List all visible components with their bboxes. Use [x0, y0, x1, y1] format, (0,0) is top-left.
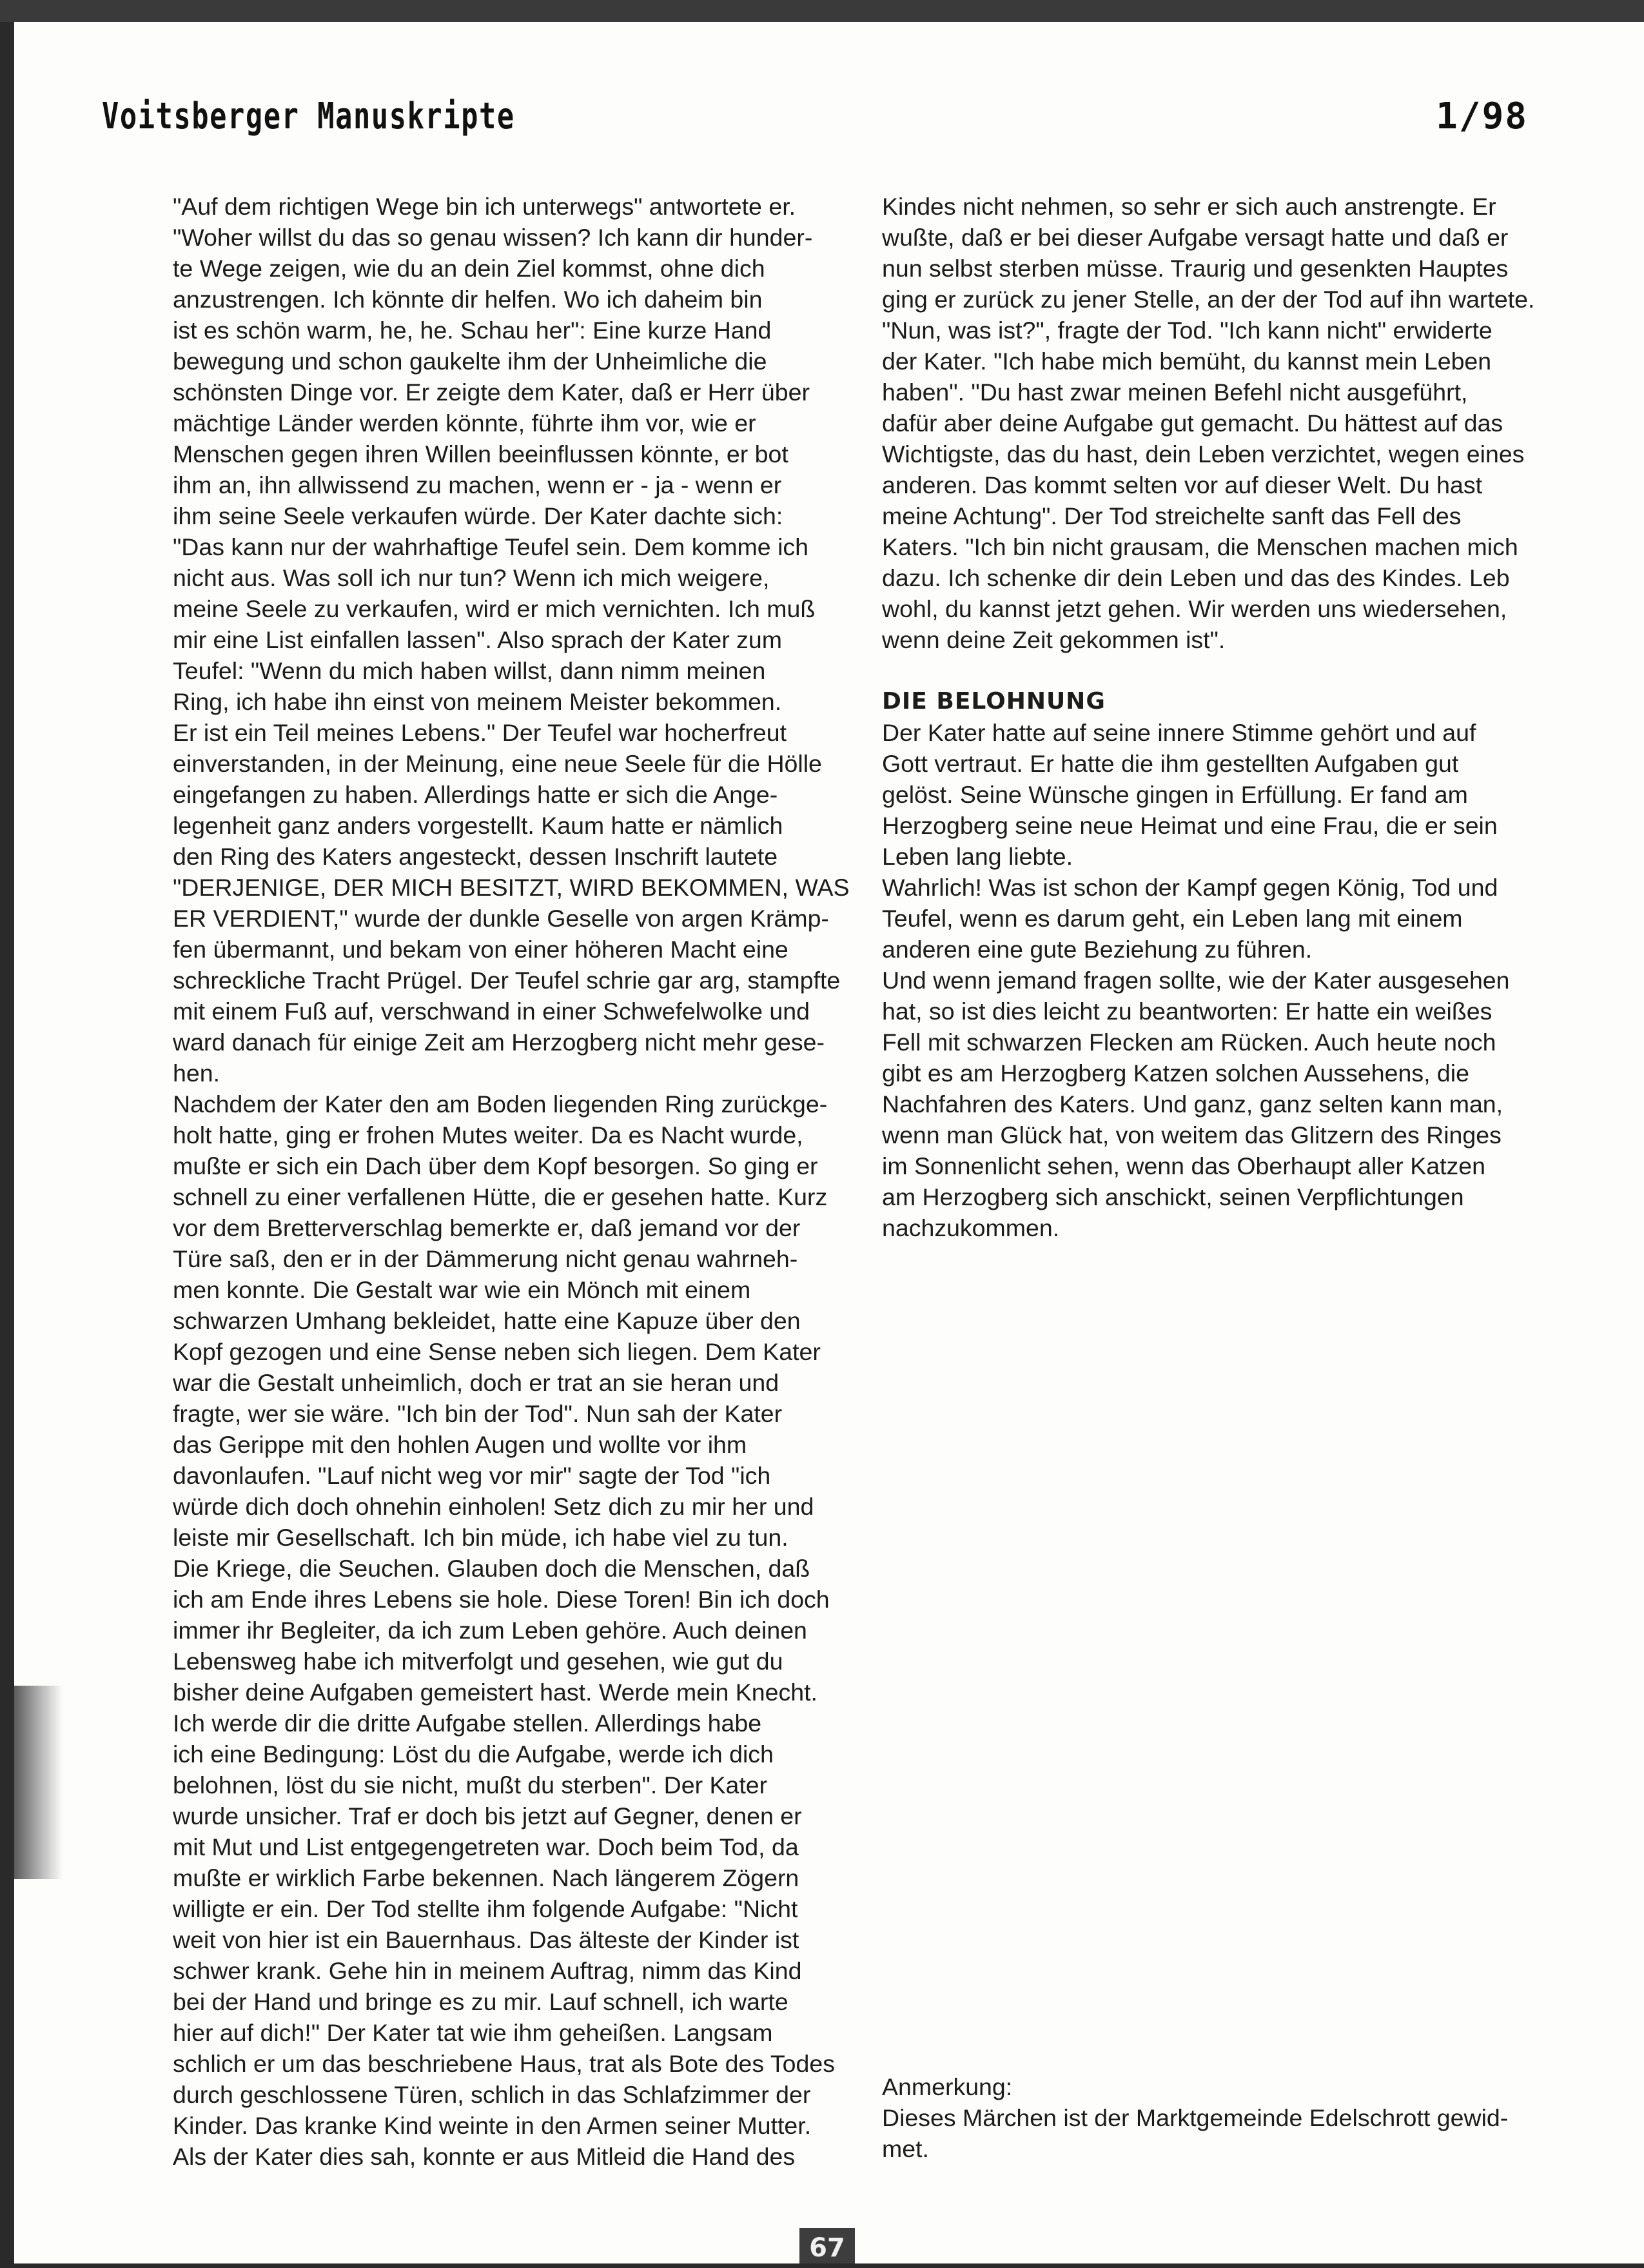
text-line: Kopf gezogen und eine Sense neben sich liegen. Dem Kater	[173, 1338, 821, 1365]
text-line: gelöst. Seine Wünsche gingen in Erfüllung. Er fand am	[882, 781, 1468, 808]
text-line: "Das kann nur der wahrhaftige Teufel sein. Dem komme ich	[173, 533, 809, 560]
text-line: ich am Ende ihres Lebens sie hole. Diese Toren! Bin ich doch	[173, 1586, 830, 1613]
text-line: ward danach für einige Zeit am Herzogberg nicht mehr gese-	[173, 1029, 825, 1056]
text-line: mit einem Fuß auf, verschwand in einer Schwefelwolke und	[173, 998, 810, 1025]
text-line: Kindes nicht nehmen, so sehr er sich auch anstrengte. Er	[882, 193, 1496, 220]
text-line: Nachdem der Kater den am Boden liegenden Ring zurückge-	[173, 1090, 828, 1118]
binding-shadow	[14, 1686, 63, 1879]
text-line: Nachfahren des Katers. Und ganz, ganz selten kann man,	[882, 1090, 1503, 1118]
text-line: "Nun, was ist?", fragte der Tod. "Ich kann nicht" erwiderte	[882, 317, 1492, 344]
text-line: den Ring des Katers angesteckt, dessen Inschrift lautete	[173, 843, 778, 870]
section-heading: DIE BELOHNUNG	[882, 688, 1106, 715]
text-line: Ring, ich habe ihn einst von meinem Meister bekommen.	[173, 688, 782, 715]
text-line: bewegung und schon gaukelte ihm der Unheimliche die	[173, 348, 767, 375]
text-line: "Auf dem richtigen Wege bin ich unterwegs" antwortete er.	[173, 193, 796, 220]
right-column-paragraph	[882, 191, 1533, 655]
text-line: schwer krank. Gehe hin in meinem Auftrag, nimm das Kind	[173, 1957, 802, 1984]
text-line: hen.	[173, 1060, 220, 1087]
text-line: belohnen, löst du sie nicht, mußt du sterben". Der Kater	[173, 1771, 768, 1799]
footnote	[882, 2071, 1533, 2164]
text-line: nachzukommen.	[882, 1214, 1060, 1241]
text-line: willigte er ein. Der Tod stellte ihm folgende Aufgabe: "Nicht	[173, 1895, 798, 1922]
text-line: anderen eine gute Beziehung zu führen.	[882, 936, 1313, 963]
footnote-label: Anmerkung:	[882, 2073, 1013, 2100]
text-line: fen übermannt, und bekam von einer höheren Macht eine	[173, 936, 788, 963]
text-line: ihm seine Seele verkaufen würde. Der Kater dachte sich:	[173, 502, 783, 529]
text-line: schönsten Dinge vor. Er zeigte dem Kater, daß er Herr über	[173, 379, 810, 406]
text-line: Fell mit schwarzen Flecken am Rücken. Auch heute noch	[882, 1029, 1496, 1056]
text-line: Leben lang liebte.	[882, 843, 1073, 870]
text-line: Herzogberg seine neue Heimat und eine Frau, die er sein	[882, 812, 1498, 839]
text-line: ER VERDIENT," wurde der dunkle Geselle von argen Krämp-	[173, 905, 829, 932]
text-line: das Gerippe mit den hohlen Augen und wollte vor ihm	[173, 1431, 747, 1458]
text-line: ist es schön warm, he, he. Schau her": Eine kurze Hand	[173, 317, 772, 344]
text-line: mächtige Länder werden könnte, führte ihm vor, wie er	[173, 409, 756, 437]
text-line: ihm an, ihn allwissend zu machen, wenn er - ja - wenn er	[173, 471, 782, 498]
text-line: am Herzogberg sich anschickt, seinen Verpflichtungen	[882, 1183, 1464, 1210]
text-line: im Sonnenlicht sehen, wenn das Oberhaupt aller Katzen	[882, 1152, 1485, 1179]
text-line: holt hatte, ging er frohen Mutes weiter. Da es Nacht wurde,	[173, 1121, 803, 1149]
text-line: bisher deine Aufgaben gemeistert hast. Werde mein Knecht.	[173, 1679, 817, 1706]
text-line: men konnte. Die Gestalt war wie ein Mönch mit einem	[173, 1276, 751, 1303]
text-line: gibt es am Herzogberg Katzen solchen Aussehens, die	[882, 1060, 1469, 1087]
text-line: nicht aus. Was soll ich nur tun? Wenn ich mich weigere,	[173, 564, 770, 591]
text-line: Teufel, wenn es darum geht, ein Leben lang mit einem	[882, 905, 1463, 932]
text-line: Gott vertraut. Er hatte die ihm gestellten Aufgaben gut	[882, 750, 1459, 777]
text-line: ging er zurück zu jener Stelle, an der der Tod auf ihn wartete.	[882, 286, 1535, 313]
text-line: Menschen gegen ihren Willen beeinflussen könnte, er bot	[173, 440, 788, 468]
text-line: mußte er sich ein Dach über dem Kopf besorgen. So ging er	[173, 1152, 818, 1179]
footnote-text	[882, 2102, 1533, 2164]
text-line: leiste mir Gesellschaft. Ich bin müde, ich habe viel zu tun.	[173, 1524, 788, 1551]
text-line: "DERJENIGE, DER MICH BESITZT, WIRD BEKOMMEN, WAS	[173, 874, 850, 901]
text-line: Die Kriege, die Seuchen. Glauben doch die Menschen, daß	[173, 1555, 810, 1582]
text-line: Der Kater hatte auf seine innere Stimme gehört und auf	[882, 719, 1476, 746]
text-line: Als der Kater dies sah, konnte er aus Mitleid die Hand des	[173, 2143, 796, 2170]
text-line: würde dich doch ohnehin einholen! Setz dich zu mir her und	[173, 1493, 814, 1520]
right-column-paragraph-belohnung	[882, 717, 1533, 1243]
text-line: wurde unsicher. Traf er doch bis jetzt auf Gegner, denen er	[173, 1802, 802, 1829]
text-line: Er ist ein Teil meines Lebens." Der Teufel war hocherfreut	[173, 719, 787, 746]
text-line: fragte, wer sie wäre. "Ich bin der Tod". Nun sah der Kater	[173, 1400, 783, 1427]
text-line: "Woher willst du das so genau wissen? Ich kann dir hunder-	[173, 224, 813, 251]
text-line: haben". "Du hast zwar meinen Befehl nicht ausgeführt,	[882, 379, 1468, 406]
text-line: war die Gestalt unheimlich, doch er trat an sie heran und	[173, 1369, 779, 1396]
text-line: schwarzen Umhang bekleidet, hatte eine Kapuze über den	[173, 1307, 801, 1334]
text-line: wußte, daß er bei dieser Aufgabe versagt hatte und daß er	[882, 224, 1509, 251]
text-line: hat, so ist dies leicht zu beantworten: Er hatte ein weißes	[882, 998, 1492, 1025]
text-line: Und wenn jemand fragen sollte, wie der Kater ausgesehen	[882, 967, 1510, 994]
text-line: einverstanden, in der Meinung, eine neue Seele für die Hölle	[173, 750, 822, 777]
text-line: anzustrengen. Ich könnte dir helfen. Wo ich daheim bin	[173, 286, 763, 313]
text-line: hier auf dich!" Der Kater tat wie ihm geheißen. Langsam	[173, 2019, 773, 2046]
text-line: Kinder. Das kranke Kind weinte in den Armen seiner Mutter.	[173, 2112, 812, 2139]
text-line: schreckliche Tracht Prügel. Der Teufel schrie gar arg, stampfte	[173, 967, 841, 994]
text-line: Katers. "Ich bin nicht grausam, die Menschen machen mich	[882, 533, 1518, 560]
page-number: 67	[799, 2228, 855, 2263]
text-line: met.	[882, 2135, 929, 2162]
text-line: bei der Hand und bringe es zu mir. Lauf schnell, ich warte	[173, 1988, 788, 2015]
left-text-column	[173, 191, 850, 2172]
text-line: nun selbst sterben müsse. Traurig und gesenkten Hauptes	[882, 255, 1509, 282]
scan-border-top	[0, 0, 1644, 22]
text-line: te Wege zeigen, wie du an dein Ziel kommst, ohne dich	[173, 255, 765, 282]
text-line: dafür aber deine Aufgabe gut gemacht. Du hättest auf das	[882, 409, 1503, 437]
magazine-title: Voitsberger Manuskripte	[102, 95, 515, 137]
text-line: anderen. Das kommt selten vor auf dieser Welt. Du hast	[882, 471, 1482, 498]
right-text-column	[882, 191, 1533, 1243]
text-line: durch geschlossene Türen, schlich in das Schlafzimmer der	[173, 2081, 811, 2108]
text-line: weit von hier ist ein Bauernhaus. Das älteste der Kinder ist	[173, 1926, 799, 1953]
text-line: Türe saß, den er in der Dämmerung nicht genau wahrneh-	[173, 1245, 798, 1272]
text-line: Lebensweg habe ich mitverfolgt und gesehen, wie gut du	[173, 1648, 783, 1675]
text-line: dazu. Ich schenke dir dein Leben und das des Kindes. Leb	[882, 564, 1510, 591]
text-line: legenheit ganz anders vorgestellt. Kaum hatte er nämlich	[173, 812, 783, 839]
text-line: schnell zu einer verfallenen Hütte, die er gesehen hatte. Kurz	[173, 1183, 828, 1210]
text-line: wenn man Glück hat, von weitem das Glitzern des Ringes	[882, 1121, 1502, 1149]
text-line: Wahrlich! Was ist schon der Kampf gegen König, Tod und	[882, 874, 1498, 901]
text-line: meine Achtung". Der Tod streichelte sanft das Fell des	[882, 502, 1462, 529]
text-line: ich eine Bedingung: Löst du die Aufgabe, werde ich dich	[173, 1740, 774, 1768]
text-line: mit Mut und List entgegengetreten war. Doch beim Tod, da	[173, 1833, 799, 1860]
text-line: Wichtigste, das du hast, dein Leben verzichtet, wegen eines	[882, 440, 1525, 468]
text-line: der Kater. "Ich habe mich bemüht, du kannst mein Leben	[882, 348, 1492, 375]
text-line: mußte er wirklich Farbe bekennen. Nach längerem Zögern	[173, 1864, 799, 1891]
text-line: eingefangen zu haben. Allerdings hatte er sich die Ange-	[173, 781, 778, 808]
issue-number: 1/98	[1436, 95, 1528, 137]
text-line: meine Seele zu verkaufen, wird er mich vernichten. Ich muß	[173, 595, 816, 622]
text-line: immer ihr Begleiter, da ich zum Leben gehöre. Auch deinen	[173, 1617, 807, 1644]
text-line: mir eine List einfallen lassen". Also sprach der Kater zum	[173, 626, 783, 653]
text-line: Dieses Märchen ist der Marktgemeinde Edelschrott gewid-	[882, 2104, 1509, 2131]
text-line: Teufel: "Wenn du mich haben willst, dann nimm meinen	[173, 657, 766, 684]
text-line: wohl, du kannst jetzt gehen. Wir werden uns wiedersehen,	[882, 595, 1507, 622]
text-line: wenn deine Zeit gekommen ist".	[882, 626, 1226, 653]
text-line: davonlaufen. "Lauf nicht weg vor mir" sagte der Tod "ich	[173, 1462, 771, 1489]
text-line: vor dem Bretterverschlag bemerkte er, daß jemand vor der	[173, 1214, 801, 1241]
text-line: Ich werde dir die dritte Aufgabe stellen. Allerdings habe	[173, 1710, 762, 1737]
text-line: schlich er um das beschriebene Haus, trat als Bote des Todes	[173, 2050, 835, 2077]
